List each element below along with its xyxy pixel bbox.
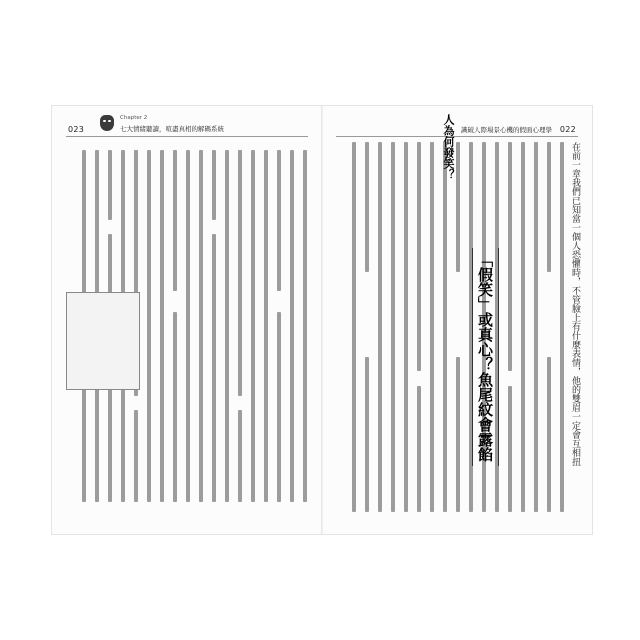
text-column [144,150,154,502]
text-line-placeholder [147,150,151,502]
text-line-placeholder [199,150,203,502]
text-line-placeholder [508,142,512,371]
text-column [557,142,567,512]
text-line-placeholder [160,150,164,502]
text-line-placeholder [365,357,369,512]
text-column [235,150,245,502]
text-column [300,150,310,502]
text-column [274,150,284,502]
text-column [375,142,385,512]
text-line-placeholder [225,150,229,502]
text-column [196,150,206,502]
text-line-placeholder [352,142,356,512]
text-column [401,142,411,512]
text-line-placeholder [290,150,294,502]
left-page-number: 023 [68,125,85,134]
text-line-placeholder [365,142,369,272]
text-column [362,142,372,512]
text-line-placeholder [212,150,216,220]
left-header-rule [66,136,308,137]
text-column [518,142,528,512]
text-column [440,142,450,512]
right-header-rule [336,136,578,137]
text-line-placeholder [173,312,177,502]
text-line-placeholder [238,410,242,502]
right-first-column [570,142,580,512]
text-line-placeholder [303,150,307,502]
text-line-placeholder [560,142,564,512]
text-line-placeholder [547,142,551,272]
text-line-placeholder [547,357,551,512]
section-heading: 「假笑」或真心？魚尾紋會露餡 [472,248,499,466]
text-line-placeholder [238,150,242,396]
text-column [183,150,193,502]
mask-icon [100,115,114,131]
text-column [209,150,219,502]
text-column [414,142,424,512]
text-column [531,142,541,512]
text-line-placeholder [277,150,281,291]
text-column [248,150,258,502]
text-line-placeholder [521,142,525,512]
text-column [453,142,463,512]
text-column [157,150,167,502]
book-spread [52,106,592,534]
text-line-placeholder [251,150,255,502]
text-line-placeholder [534,142,538,512]
text-column [261,150,271,502]
text-line-placeholder [173,150,177,291]
text-line-placeholder [430,142,434,512]
text-line-placeholder [508,386,512,512]
text-line-placeholder [417,142,421,371]
right-first-column-text: 在前一章我們已知當一個人恐懼時，不管臉上有什麼表情，他的雙眉一定會互相扭 [570,142,580,466]
right-page [322,106,592,534]
right-body-columns [334,142,580,512]
text-column [544,142,554,512]
text-line-placeholder [378,142,382,512]
text-line-placeholder [456,357,460,512]
text-line-placeholder [134,410,138,502]
text-line-placeholder [277,312,281,502]
text-column [427,142,437,512]
text-column [287,150,297,502]
shaded-box [66,292,140,390]
text-line-placeholder [391,142,395,512]
sub-heading: 人為何發笑？ [442,114,455,180]
text-line-placeholder [186,150,190,502]
text-line-placeholder [417,386,421,512]
text-column [170,150,180,502]
chapter-label: Chapter 2 [120,115,148,121]
text-column [505,142,515,512]
text-line-placeholder [264,150,268,502]
text-line-placeholder [404,142,408,512]
text-column [388,142,398,512]
right-running-head: 識破人際場景心機的假面心理學 [461,126,552,134]
right-page-number: 022 [559,125,576,134]
text-column [222,150,232,502]
text-line-placeholder [212,234,216,502]
text-line-placeholder [443,142,447,512]
text-line-placeholder [456,142,460,272]
left-page [52,106,322,534]
text-line-placeholder [108,150,112,220]
text-column [349,142,359,512]
left-running-head: 七大情緒聽讀，喧盡真相的解碼系統 [120,125,224,133]
